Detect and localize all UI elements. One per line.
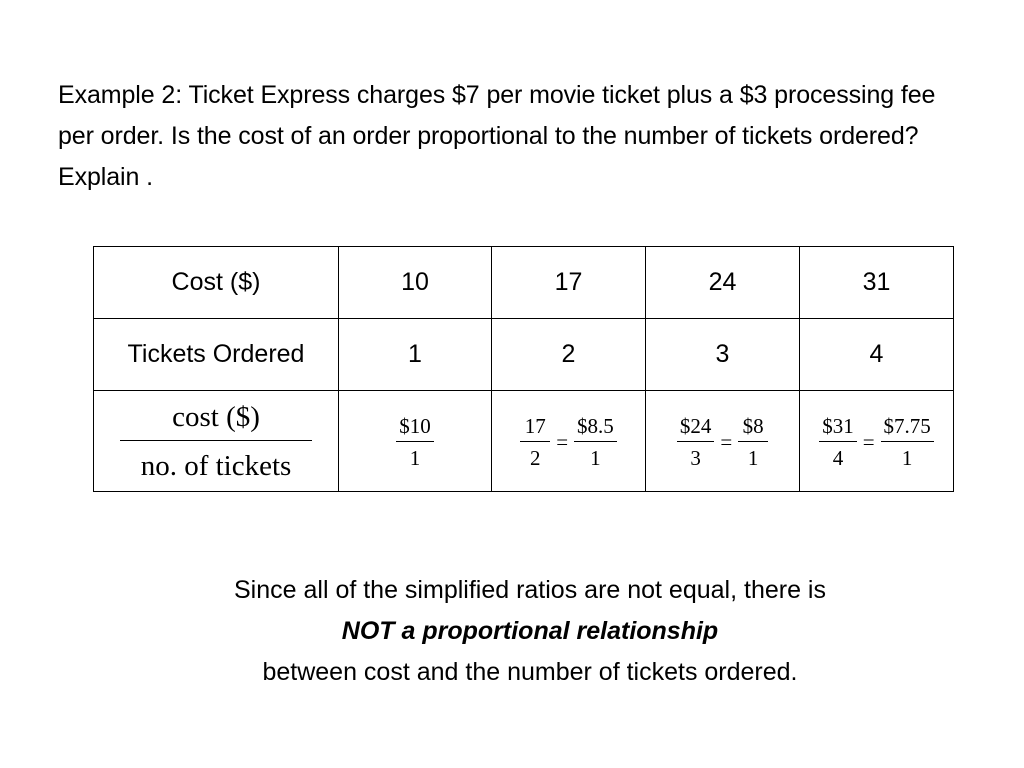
conclusion-emphasis: NOT a proportional relationship	[341, 617, 719, 645]
tickets-cell: 2	[492, 319, 646, 391]
tickets-cell: 4	[800, 319, 954, 391]
fraction	[881, 413, 934, 471]
cost-cell: 17	[492, 247, 646, 319]
tickets-cell: 1	[339, 319, 492, 391]
ratio-expression	[396, 413, 434, 471]
equals-sign: =	[862, 429, 875, 454]
ratio-expression	[677, 413, 768, 471]
ratio-expression	[819, 413, 934, 471]
ratio-cell	[800, 391, 954, 492]
fraction	[574, 413, 617, 471]
ratio-cell	[646, 391, 800, 492]
ratio-expression	[520, 413, 617, 471]
fraction	[396, 413, 434, 471]
fraction	[738, 413, 768, 471]
fraction-denominator: 1	[901, 446, 913, 470]
conclusion-line: Since all of the simplified ratios are not equal, there is	[234, 576, 826, 604]
fraction	[677, 413, 715, 471]
fraction-denominator: 4	[832, 446, 844, 470]
table-row	[94, 247, 954, 319]
fraction	[819, 413, 857, 471]
cost-cell: 10	[339, 247, 492, 319]
fraction-numerator: $31	[819, 413, 857, 442]
fraction-numerator: $8	[738, 413, 768, 442]
fraction-numerator: $24	[677, 413, 715, 442]
ratio-label-fraction	[120, 400, 312, 483]
example-prompt: Example 2: Ticket Express charges $7 per movie ticket plus a $3 processing fee per order. Is the cost of an order proportional to the number of tickets ordered? Explain .	[58, 81, 936, 191]
equals-sign: =	[556, 429, 569, 454]
fraction-numerator: $10	[396, 413, 434, 442]
fraction	[520, 413, 550, 471]
fraction-denominator: 2	[529, 446, 541, 470]
row-header-ratio	[94, 391, 339, 492]
fraction-numerator: $7.75	[881, 413, 934, 442]
fraction-numerator: $8.5	[574, 413, 617, 442]
fraction-denominator: 1	[590, 446, 601, 470]
fraction-denominator: 3	[690, 446, 701, 470]
ratio-cell	[339, 391, 492, 492]
row-header-cost: Cost ($)	[94, 247, 339, 319]
fraction-denominator: 1	[409, 446, 421, 470]
table-row	[94, 391, 954, 492]
ratio-label-denominator: no. of tickets	[140, 449, 292, 482]
row-header-tickets: Tickets Ordered	[94, 319, 339, 391]
ratio-cell	[492, 391, 646, 492]
cost-cell: 31	[800, 247, 954, 319]
equals-sign: =	[720, 429, 733, 454]
fraction-denominator: 1	[747, 446, 759, 470]
conclusion-text	[80, 570, 980, 693]
ratio-label-numerator: cost ($)	[120, 400, 312, 441]
tickets-cell: 3	[646, 319, 800, 391]
table-row	[94, 319, 954, 391]
conclusion-line: between cost and the number of tickets ordered.	[262, 658, 798, 686]
cost-cell: 24	[646, 247, 800, 319]
ratio-table	[93, 246, 954, 492]
fraction-numerator: 17	[520, 413, 550, 442]
